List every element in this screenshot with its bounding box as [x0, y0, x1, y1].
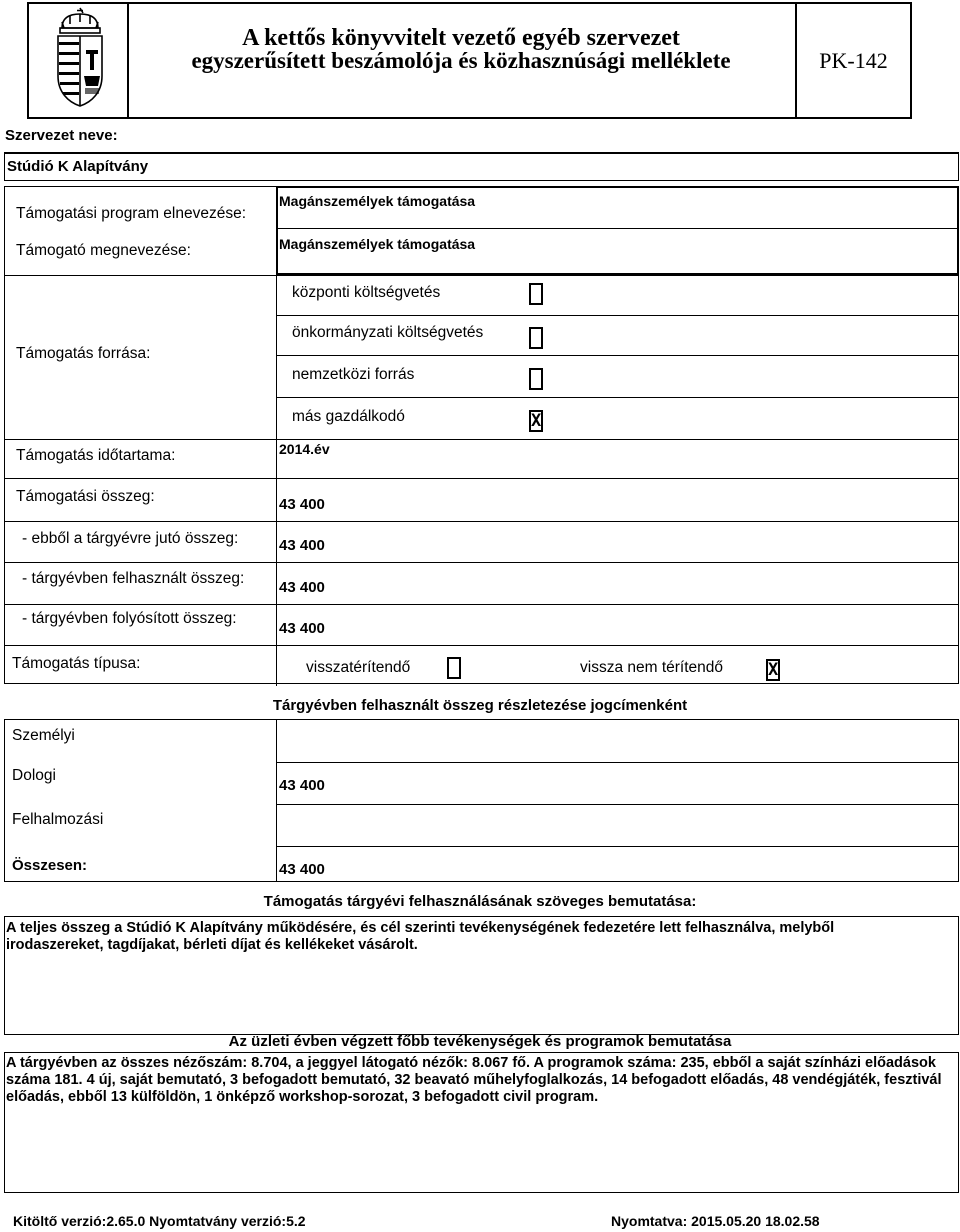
type-nonrefundable-checkbox[interactable]: X	[768, 660, 779, 680]
row-line	[276, 355, 959, 356]
supporter-value: Magánszemélyek támogatása	[279, 236, 476, 252]
program-value: Magánszemélyek támogatása	[279, 193, 476, 209]
source-option-central: központi költségvetés	[292, 284, 441, 301]
usage-heading: Támogatás tárgyévi felhasználásának szöveges bemutatása:	[263, 893, 697, 910]
type-nonrefundable-label: vissza nem térítendő	[580, 659, 724, 676]
footer-printed: Nyomtatva: 2015.05.20 18.02.58	[611, 1213, 820, 1229]
row-line	[4, 275, 959, 276]
row-line	[276, 846, 959, 847]
amount-value: 43 400	[279, 496, 325, 513]
row-line	[4, 439, 959, 440]
used-label: - tárgyévben felhasznált összeg:	[22, 570, 245, 587]
org-name-value: Stúdió K Alapítvány	[7, 158, 149, 175]
row-line	[4, 521, 959, 522]
material-label: Dologi	[12, 767, 56, 784]
row-line	[4, 562, 959, 563]
source-option-other-business: más gazdálkodó	[292, 408, 405, 425]
breakdown-heading: Tárgyévben felhasznált összeg részletezése jogcímenként	[272, 697, 688, 714]
personal-label: Személyi	[12, 727, 75, 744]
type-refundable-label: visszatérítendő	[306, 659, 411, 676]
source-option-international: nemzetközi forrás	[292, 366, 415, 383]
source-checkbox-central[interactable]	[529, 283, 543, 305]
type-label: Támogatás típusa:	[12, 655, 141, 672]
paid-value: 43 400	[279, 620, 325, 637]
activities-text: A tárgyévben az összes nézőszám: 8.704, a jeggyel látogató nézők: 8.067 fő. A programok száma: 235, ebből a saját színházi előadások száma 181. 4 új, saját bemutató, 3 befogadott bemutató, 32 beavató műhelyfoglalkozás, 14 befogadott előadás, 48 vendégjáték, fesztivál előadás, ebből 13 külföldön, 1 önképző workshop-sorozat, 3 befogadott civil program.	[6, 1055, 942, 1105]
source-checkbox-international[interactable]	[529, 368, 543, 390]
year-amount-label: - ebből a tárgyévre jutó összeg:	[22, 530, 239, 547]
org-name-label: Szervezet neve:	[5, 127, 118, 144]
form-title-line2: egyszerűsített beszámolója és közhasznúsági melléklete	[191, 48, 731, 73]
amount-label: Támogatási összeg:	[16, 488, 155, 505]
footer-version: Kitöltő verzió:2.65.0 Nyomtatvány verzió:5.2	[13, 1213, 306, 1229]
row-line	[4, 645, 959, 646]
source-checkbox-other-business[interactable]: X	[531, 411, 542, 431]
form-title-line1: A kettős könyvvitelt vezető egyéb szervezet	[242, 25, 680, 51]
usage-text: A teljes összeg a Stúdió K Alapítvány működésére, és cél szerinti tevékenységének fedezetére lett felhasználva, melyből irodaszereket, tagdíjakat, bérleti díjat és kellékeket vásárolt.	[6, 920, 835, 953]
capital-label: Felhalmozási	[12, 811, 104, 828]
row-line	[4, 604, 959, 605]
year-amount-value: 43 400	[279, 537, 325, 554]
supporter-label: Támogató megnevezése:	[16, 242, 191, 259]
duration-label: Támogatás időtartama:	[16, 447, 176, 464]
type-refundable-checkbox[interactable]	[447, 657, 461, 679]
activities-heading: Az üzleti évben végzett főbb tevékenységek és programok bemutatása	[228, 1033, 732, 1050]
used-value: 43 400	[279, 579, 325, 596]
breakdown-value-box	[276, 719, 959, 882]
form-code: PK-142	[819, 48, 888, 73]
paid-label: - tárgyévben folyósított összeg:	[22, 610, 237, 627]
coat-of-arms-icon	[48, 6, 112, 110]
material-value: 43 400	[279, 777, 325, 794]
row-line	[276, 762, 959, 763]
source-option-municipal: önkormányzati költségvetés	[292, 324, 484, 341]
total-label: Összesen:	[12, 857, 88, 874]
row-line	[276, 397, 959, 398]
row-line	[276, 315, 959, 316]
source-label: Támogatás forrása:	[16, 345, 151, 362]
duration-value: 2014.év	[279, 441, 330, 457]
row-line	[276, 804, 959, 805]
row-line	[276, 228, 959, 229]
program-label: Támogatási program elnevezése:	[16, 205, 247, 222]
row-line	[4, 478, 959, 479]
total-value: 43 400	[279, 861, 325, 878]
source-checkbox-municipal[interactable]	[529, 327, 543, 349]
